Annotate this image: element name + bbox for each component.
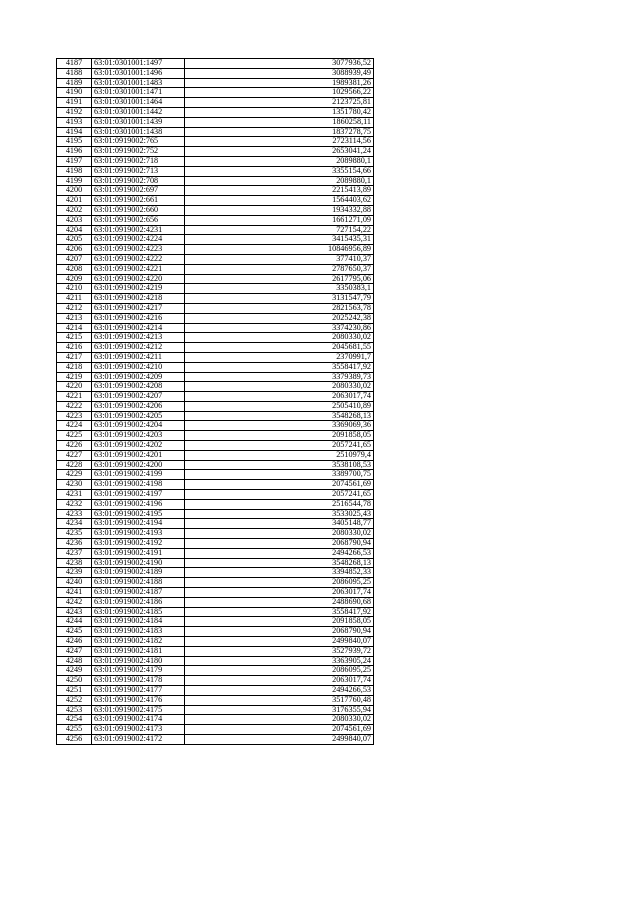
table-row <box>57 715 374 725</box>
row-number-cell: 4236 <box>57 539 92 549</box>
cadastral-number-cell: 63:01:0919002:4208 <box>92 382 185 392</box>
cadastral-number-cell: 63:01:0919002:4193 <box>92 529 185 539</box>
cadastral-number-cell: 63:01:0919002:4216 <box>92 313 185 323</box>
table-row <box>57 362 374 372</box>
cadastral-value-cell: 3088939,49 <box>185 68 374 78</box>
cadastral-value-cell: 2080330,02 <box>185 382 374 392</box>
row-number-cell: 4212 <box>57 303 92 313</box>
cadastral-number-cell: 63:01:0919002:4178 <box>92 676 185 686</box>
table-row <box>57 617 374 627</box>
cadastral-number-cell: 63:01:0301001:1471 <box>92 88 185 98</box>
cadastral-number-cell: 63:01:0919002:4172 <box>92 734 185 744</box>
row-number-cell: 4227 <box>57 450 92 460</box>
row-number-cell: 4240 <box>57 578 92 588</box>
row-number-cell: 4194 <box>57 127 92 137</box>
table-row <box>57 460 374 470</box>
cadastral-value-cell: 3131547,79 <box>185 294 374 304</box>
cadastral-value-cell: 1837278,75 <box>185 127 374 137</box>
row-number-cell: 4241 <box>57 588 92 598</box>
cadastral-number-cell: 63:01:0919002:4185 <box>92 607 185 617</box>
cadastral-number-cell: 63:01:0919002:4224 <box>92 235 185 245</box>
cadastral-number-cell: 63:01:0919002:697 <box>92 186 185 196</box>
table-row <box>57 137 374 147</box>
cadastral-value-cell: 2074561,69 <box>185 480 374 490</box>
cadastral-number-cell: 63:01:0919002:4202 <box>92 441 185 451</box>
table-row <box>57 68 374 78</box>
row-number-cell: 4223 <box>57 411 92 421</box>
table-row <box>57 421 374 431</box>
table-row <box>57 176 374 186</box>
cadastral-value-cell: 2068790,94 <box>185 539 374 549</box>
cadastral-number-cell: 63:01:0919002:4219 <box>92 284 185 294</box>
cadastral-value-cell: 2025242,38 <box>185 313 374 323</box>
cadastral-number-cell: 63:01:0919002:4212 <box>92 343 185 353</box>
cadastral-value-cell: 2086095,25 <box>185 578 374 588</box>
row-number-cell: 4248 <box>57 656 92 666</box>
row-number-cell: 4243 <box>57 607 92 617</box>
cadastral-value-cell: 2091858,05 <box>185 431 374 441</box>
cadastral-number-cell: 63:01:0919002:708 <box>92 176 185 186</box>
row-number-cell: 4256 <box>57 734 92 744</box>
table-row <box>57 597 374 607</box>
table-row <box>57 215 374 225</box>
cadastral-value-cell: 2494266,53 <box>185 686 374 696</box>
cadastral-value-cell: 1989381,26 <box>185 78 374 88</box>
cadastral-number-cell: 63:01:0919002:4176 <box>92 695 185 705</box>
table-row <box>57 372 374 382</box>
cadastral-number-cell: 63:01:0919002:4191 <box>92 548 185 558</box>
cadastral-value-cell: 2653041,24 <box>185 147 374 157</box>
cadastral-number-cell: 63:01:0919002:661 <box>92 196 185 206</box>
row-number-cell: 4193 <box>57 117 92 127</box>
row-number-cell: 4231 <box>57 490 92 500</box>
row-number-cell: 4203 <box>57 215 92 225</box>
row-number-cell: 4195 <box>57 137 92 147</box>
row-number-cell: 4211 <box>57 294 92 304</box>
cadastral-value-cell: 3405148,77 <box>185 519 374 529</box>
cadastral-number-cell: 63:01:0919002:4211 <box>92 352 185 362</box>
cadastral-value-cell: 2516544,78 <box>185 499 374 509</box>
cadastral-number-cell: 63:01:0919002:4183 <box>92 627 185 637</box>
cadastral-number-cell: 63:01:0919002:4179 <box>92 666 185 676</box>
cadastral-number-cell: 63:01:0919002:660 <box>92 205 185 215</box>
table-row <box>57 235 374 245</box>
cadastral-number-cell: 63:01:0919002:4198 <box>92 480 185 490</box>
cadastral-number-cell: 63:01:0919002:4180 <box>92 656 185 666</box>
cadastral-number-cell: 63:01:0919002:4217 <box>92 303 185 313</box>
table-row <box>57 676 374 686</box>
cadastral-value-cell: 727154,22 <box>185 225 374 235</box>
cadastral-number-cell: 63:01:0919002:718 <box>92 156 185 166</box>
cadastral-value-cell: 2089880,1 <box>185 176 374 186</box>
cadastral-value-cell: 377410,37 <box>185 254 374 264</box>
row-number-cell: 4239 <box>57 568 92 578</box>
cadastral-number-cell: 63:01:0919002:4221 <box>92 264 185 274</box>
table-row <box>57 695 374 705</box>
cadastral-value-cell: 2068790,94 <box>185 627 374 637</box>
cadastral-number-cell: 63:01:0301001:1483 <box>92 78 185 88</box>
table-row <box>57 225 374 235</box>
cadastral-number-cell: 63:01:0919002:4231 <box>92 225 185 235</box>
table-row <box>57 196 374 206</box>
table-row <box>57 470 374 480</box>
row-number-cell: 4190 <box>57 88 92 98</box>
table-row <box>57 401 374 411</box>
cadastral-value-cell: 2505410,89 <box>185 401 374 411</box>
table-row <box>57 88 374 98</box>
table-row <box>57 59 374 69</box>
cadastral-value-cell: 1564403,62 <box>185 196 374 206</box>
table-row <box>57 725 374 735</box>
table-row <box>57 588 374 598</box>
table-row <box>57 519 374 529</box>
row-number-cell: 4197 <box>57 156 92 166</box>
cadastral-value-cell: 2499840,07 <box>185 734 374 744</box>
row-number-cell: 4232 <box>57 499 92 509</box>
row-number-cell: 4225 <box>57 431 92 441</box>
cadastral-number-cell: 63:01:0919002:765 <box>92 137 185 147</box>
row-number-cell: 4200 <box>57 186 92 196</box>
row-number-cell: 4202 <box>57 205 92 215</box>
row-number-cell: 4207 <box>57 254 92 264</box>
row-number-cell: 4252 <box>57 695 92 705</box>
table-row <box>57 166 374 176</box>
cadastral-number-cell: 63:01:0919002:4184 <box>92 617 185 627</box>
cadastral-number-cell: 63:01:0919002:4188 <box>92 578 185 588</box>
row-number-cell: 4220 <box>57 382 92 392</box>
cadastral-value-cell: 3369069,36 <box>185 421 374 431</box>
cadastral-value-cell: 3363905,24 <box>185 656 374 666</box>
row-number-cell: 4206 <box>57 245 92 255</box>
cadastral-number-cell: 63:01:0919002:4177 <box>92 686 185 696</box>
cadastral-number-cell: 63:01:0919002:4174 <box>92 715 185 725</box>
row-number-cell: 4199 <box>57 176 92 186</box>
table-row <box>57 127 374 137</box>
cadastral-number-cell: 63:01:0919002:4218 <box>92 294 185 304</box>
table-row <box>57 107 374 117</box>
cadastral-number-cell: 63:01:0919002:4200 <box>92 460 185 470</box>
cadastral-number-cell: 63:01:0919002:4204 <box>92 421 185 431</box>
cadastral-value-cell: 2057241,65 <box>185 490 374 500</box>
cadastral-value-cell: 10846956,89 <box>185 245 374 255</box>
cadastral-value-cell: 3517760,48 <box>185 695 374 705</box>
cadastral-value-cell: 3558417,92 <box>185 362 374 372</box>
cadastral-number-cell: 63:01:0919002:4214 <box>92 323 185 333</box>
cadastral-value-cell: 2089880,1 <box>185 156 374 166</box>
table-row <box>57 558 374 568</box>
row-number-cell: 4219 <box>57 372 92 382</box>
table-row <box>57 441 374 451</box>
table-row <box>57 333 374 343</box>
cadastral-number-cell: 63:01:0919002:4210 <box>92 362 185 372</box>
table-row <box>57 539 374 549</box>
cadastral-value-cell: 1860258,11 <box>185 117 374 127</box>
row-number-cell: 4255 <box>57 725 92 735</box>
cadastral-value-cell: 3548268,13 <box>185 411 374 421</box>
cadastral-value-cell: 3077936,52 <box>185 59 374 69</box>
cadastral-number-cell: 63:01:0919002:4182 <box>92 637 185 647</box>
cadastral-number-cell: 63:01:0919002:4196 <box>92 499 185 509</box>
row-number-cell: 4208 <box>57 264 92 274</box>
cadastral-number-cell: 63:01:0301001:1464 <box>92 98 185 108</box>
row-number-cell: 4251 <box>57 686 92 696</box>
cadastral-value-cell: 2057241,65 <box>185 441 374 451</box>
cadastral-value-cell: 2510979,4 <box>185 450 374 460</box>
cadastral-number-cell: 63:01:0919002:4192 <box>92 539 185 549</box>
table-row <box>57 323 374 333</box>
cadastral-number-cell: 63:01:0919002:4181 <box>92 646 185 656</box>
cadastral-value-cell: 2123725,81 <box>185 98 374 108</box>
row-number-cell: 4214 <box>57 323 92 333</box>
cadastral-value-cell: 2080330,02 <box>185 529 374 539</box>
cadastral-number-cell: 63:01:0919002:4195 <box>92 509 185 519</box>
row-number-cell: 4237 <box>57 548 92 558</box>
cadastral-value-cell: 2091858,05 <box>185 617 374 627</box>
cadastral-value-cell: 3558417,92 <box>185 607 374 617</box>
cadastral-value-cell: 2045681,55 <box>185 343 374 353</box>
row-number-cell: 4247 <box>57 646 92 656</box>
cadastral-number-cell: 63:01:0301001:1442 <box>92 107 185 117</box>
table-row <box>57 205 374 215</box>
table-row <box>57 686 374 696</box>
table-row <box>57 431 374 441</box>
table-row <box>57 627 374 637</box>
cadastral-number-cell: 63:01:0919002:4205 <box>92 411 185 421</box>
cadastral-value-cell: 3533025,43 <box>185 509 374 519</box>
row-number-cell: 4246 <box>57 637 92 647</box>
row-number-cell: 4230 <box>57 480 92 490</box>
table-row <box>57 117 374 127</box>
row-number-cell: 4187 <box>57 59 92 69</box>
cadastral-value-cell: 2787650,37 <box>185 264 374 274</box>
table-row <box>57 529 374 539</box>
cadastral-value-cell: 1029566,22 <box>185 88 374 98</box>
cadastral-value-cell: 2086095,25 <box>185 666 374 676</box>
cadastral-value-cell: 3389700,75 <box>185 470 374 480</box>
row-number-cell: 4222 <box>57 401 92 411</box>
row-number-cell: 4235 <box>57 529 92 539</box>
table-row <box>57 284 374 294</box>
table-row <box>57 98 374 108</box>
cadastral-value-cell: 3176355,94 <box>185 705 374 715</box>
cadastral-number-cell: 63:01:0919002:4222 <box>92 254 185 264</box>
table-row <box>57 450 374 460</box>
table-row <box>57 78 374 88</box>
table-row <box>57 637 374 647</box>
table-row <box>57 411 374 421</box>
row-number-cell: 4213 <box>57 313 92 323</box>
row-number-cell: 4250 <box>57 676 92 686</box>
table-row <box>57 147 374 157</box>
row-number-cell: 4196 <box>57 147 92 157</box>
row-number-cell: 4253 <box>57 705 92 715</box>
table-row <box>57 156 374 166</box>
table-row <box>57 274 374 284</box>
cadastral-number-cell: 63:01:0919002:656 <box>92 215 185 225</box>
row-number-cell: 4245 <box>57 627 92 637</box>
table-row <box>57 568 374 578</box>
table-row <box>57 254 374 264</box>
row-number-cell: 4221 <box>57 392 92 402</box>
table-row <box>57 382 374 392</box>
cadastral-value-cell: 2074561,69 <box>185 725 374 735</box>
cadastral-number-cell: 63:01:0919002:4213 <box>92 333 185 343</box>
row-number-cell: 4189 <box>57 78 92 88</box>
cadastral-number-cell: 63:01:0919002:4189 <box>92 568 185 578</box>
cadastral-number-cell: 63:01:0919002:4220 <box>92 274 185 284</box>
cadastral-number-cell: 63:01:0919002:713 <box>92 166 185 176</box>
cadastral-value-cell: 2821563,78 <box>185 303 374 313</box>
row-number-cell: 4204 <box>57 225 92 235</box>
cadastral-value-cell: 2723114,56 <box>185 137 374 147</box>
table-row <box>57 656 374 666</box>
cadastral-value-cell: 2063017,74 <box>185 588 374 598</box>
cadastral-number-cell: 63:01:0919002:4186 <box>92 597 185 607</box>
table-row <box>57 303 374 313</box>
cadastral-number-cell: 63:01:0301001:1438 <box>92 127 185 137</box>
row-number-cell: 4228 <box>57 460 92 470</box>
cadastral-value-cell: 3374230,86 <box>185 323 374 333</box>
cadastral-value-cell: 3394852,33 <box>185 568 374 578</box>
cadastral-value-cell: 2488690,68 <box>185 597 374 607</box>
cadastral-number-cell: 63:01:0919002:4206 <box>92 401 185 411</box>
table-row <box>57 646 374 656</box>
row-number-cell: 4244 <box>57 617 92 627</box>
cadastral-value-cell: 1934332,88 <box>185 205 374 215</box>
cadastral-value-cell: 2080330,02 <box>185 333 374 343</box>
cadastral-value-cell: 2494266,53 <box>185 548 374 558</box>
cadastral-number-cell: 63:01:0919002:4199 <box>92 470 185 480</box>
table-row <box>57 509 374 519</box>
cadastral-value-cell: 3415435,31 <box>185 235 374 245</box>
cadastral-value-cell: 3527939,72 <box>185 646 374 656</box>
cadastral-number-cell: 63:01:0301001:1497 <box>92 59 185 69</box>
cadastral-number-cell: 63:01:0301001:1439 <box>92 117 185 127</box>
row-number-cell: 4198 <box>57 166 92 176</box>
table-row <box>57 245 374 255</box>
cadastral-value-cell: 2370991,7 <box>185 352 374 362</box>
cadastral-value-cell: 2063017,74 <box>185 676 374 686</box>
cadastral-value-cell: 3538108,53 <box>185 460 374 470</box>
table-row <box>57 705 374 715</box>
row-number-cell: 4233 <box>57 509 92 519</box>
table-row <box>57 264 374 274</box>
table-row <box>57 294 374 304</box>
cadastral-number-cell: 63:01:0919002:752 <box>92 147 185 157</box>
cadastral-number-cell: 63:01:0919002:4173 <box>92 725 185 735</box>
cadastral-number-cell: 63:01:0919002:4223 <box>92 245 185 255</box>
row-number-cell: 4249 <box>57 666 92 676</box>
row-number-cell: 4234 <box>57 519 92 529</box>
cadastral-number-cell: 63:01:0919002:4175 <box>92 705 185 715</box>
table-row <box>57 734 374 744</box>
row-number-cell: 4191 <box>57 98 92 108</box>
table-row <box>57 186 374 196</box>
cadastral-number-cell: 63:01:0919002:4203 <box>92 431 185 441</box>
table-row <box>57 313 374 323</box>
row-number-cell: 4205 <box>57 235 92 245</box>
cadastral-value-cell: 2215413,89 <box>185 186 374 196</box>
table-body <box>57 59 374 745</box>
cadastral-number-cell: 63:01:0301001:1496 <box>92 68 185 78</box>
row-number-cell: 4209 <box>57 274 92 284</box>
row-number-cell: 4210 <box>57 284 92 294</box>
cadastral-value-cell: 2080330,02 <box>185 715 374 725</box>
row-number-cell: 4215 <box>57 333 92 343</box>
cadastral-value-cell: 3548268,13 <box>185 558 374 568</box>
table-row <box>57 548 374 558</box>
cadastral-value-cell: 1351780,42 <box>185 107 374 117</box>
table-row <box>57 578 374 588</box>
row-number-cell: 4216 <box>57 343 92 353</box>
table-row <box>57 343 374 353</box>
cadastral-number-cell: 63:01:0919002:4190 <box>92 558 185 568</box>
cadastral-number-cell: 63:01:0919002:4197 <box>92 490 185 500</box>
cadastral-value-cell: 3350383,1 <box>185 284 374 294</box>
cadastral-number-cell: 63:01:0919002:4209 <box>92 372 185 382</box>
cadastral-number-cell: 63:01:0919002:4207 <box>92 392 185 402</box>
row-number-cell: 4217 <box>57 352 92 362</box>
cadastral-number-cell: 63:01:0919002:4201 <box>92 450 185 460</box>
cadastral-value-cell: 1661271,09 <box>185 215 374 225</box>
cadastral-value-table <box>56 58 374 745</box>
table-row <box>57 490 374 500</box>
cadastral-value-cell: 2063017,74 <box>185 392 374 402</box>
row-number-cell: 4224 <box>57 421 92 431</box>
table-row <box>57 480 374 490</box>
cadastral-value-cell: 2499840,07 <box>185 637 374 647</box>
row-number-cell: 4201 <box>57 196 92 206</box>
table-row <box>57 666 374 676</box>
row-number-cell: 4229 <box>57 470 92 480</box>
row-number-cell: 4254 <box>57 715 92 725</box>
cadastral-number-cell: 63:01:0919002:4194 <box>92 519 185 529</box>
row-number-cell: 4226 <box>57 441 92 451</box>
cadastral-number-cell: 63:01:0919002:4187 <box>92 588 185 598</box>
row-number-cell: 4242 <box>57 597 92 607</box>
row-number-cell: 4238 <box>57 558 92 568</box>
cadastral-value-cell: 3355154,66 <box>185 166 374 176</box>
cadastral-value-cell: 2617795,06 <box>185 274 374 284</box>
table-row <box>57 607 374 617</box>
table-row <box>57 499 374 509</box>
table-row <box>57 352 374 362</box>
row-number-cell: 4188 <box>57 68 92 78</box>
table-row <box>57 392 374 402</box>
row-number-cell: 4218 <box>57 362 92 372</box>
row-number-cell: 4192 <box>57 107 92 117</box>
cadastral-value-cell: 3379389,73 <box>185 372 374 382</box>
